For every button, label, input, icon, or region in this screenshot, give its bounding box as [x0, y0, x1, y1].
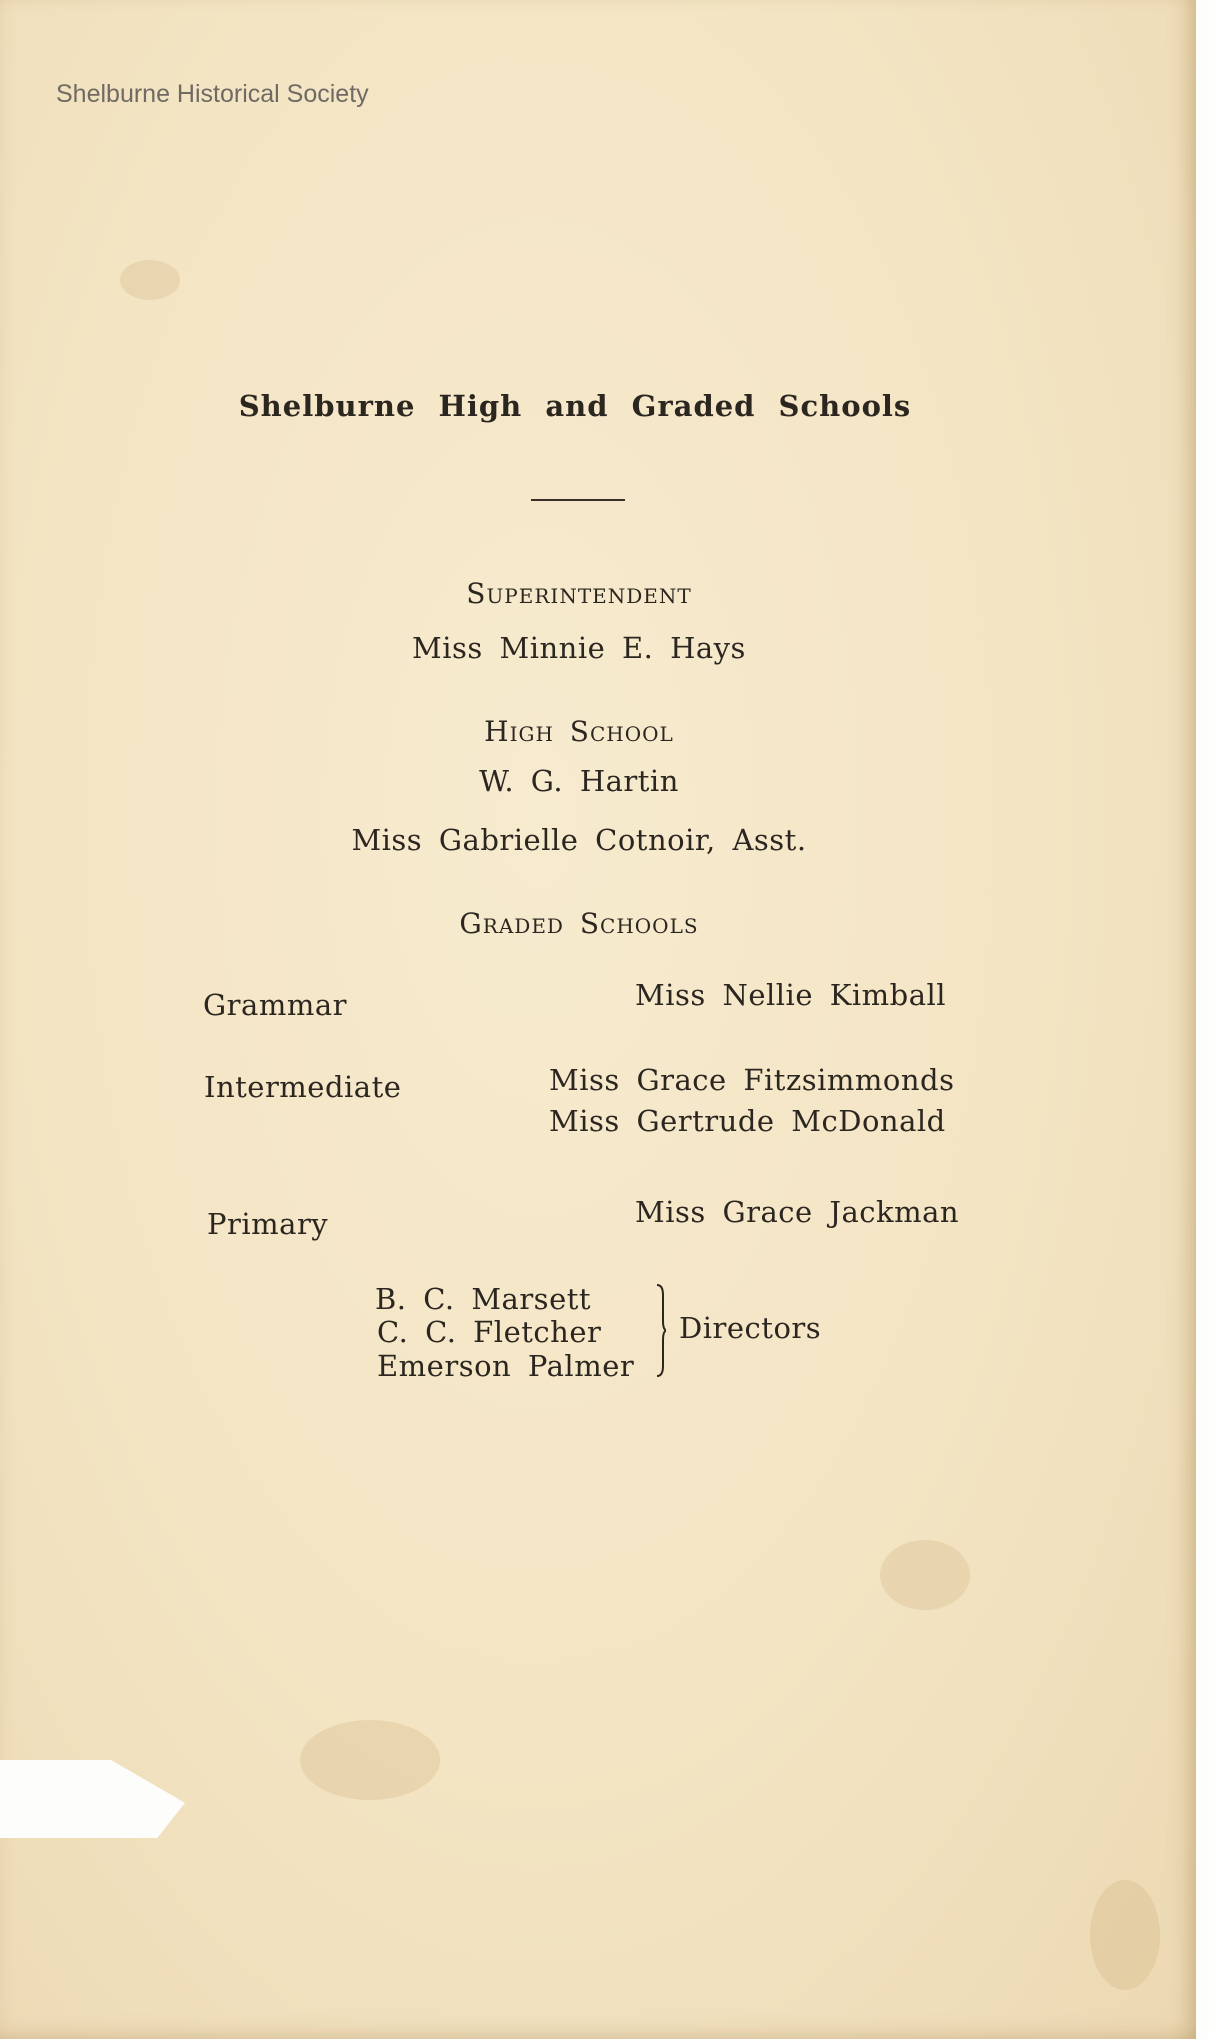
high-school-principal: W. G. Hartin: [479, 764, 679, 798]
paper-stain: [300, 1720, 440, 1800]
primary-teacher: Miss Grace Jackman: [635, 1195, 960, 1229]
paper-stain: [1090, 1880, 1160, 1990]
intermediate-teacher: Miss Gertrude McDonald: [549, 1104, 946, 1138]
grammar-teacher: Miss Nellie Kimball: [635, 978, 947, 1012]
director-name: B. C. Marsett: [375, 1282, 592, 1316]
paper-stain: [880, 1540, 970, 1610]
high-school-heading: High School: [484, 715, 674, 748]
high-school-assistant: Miss Gabrielle Cotnoir, Asst.: [351, 823, 807, 857]
intermediate-teacher: Miss Grace Fitzsimmonds: [549, 1063, 955, 1097]
director-name: Emerson Palmer: [377, 1349, 635, 1383]
graded-schools-heading: Graded Schools: [459, 907, 699, 940]
intermediate-label: Intermediate: [204, 1070, 402, 1104]
watermark-text: Shelburne Historical Society: [56, 80, 369, 108]
grammar-label: Grammar: [203, 988, 347, 1022]
superintendent-name: Miss Minnie E. Hays: [412, 631, 746, 665]
title-divider: [531, 499, 625, 501]
directors-label: Directors: [679, 1311, 822, 1345]
right-brace-icon: [656, 1283, 666, 1378]
primary-label: Primary: [207, 1207, 329, 1241]
superintendent-heading: Superintendent: [466, 577, 692, 610]
director-name: C. C. Fletcher: [377, 1315, 602, 1349]
paper-stain: [120, 260, 180, 300]
page-title: Shelburne High and Graded Schools: [238, 389, 912, 423]
